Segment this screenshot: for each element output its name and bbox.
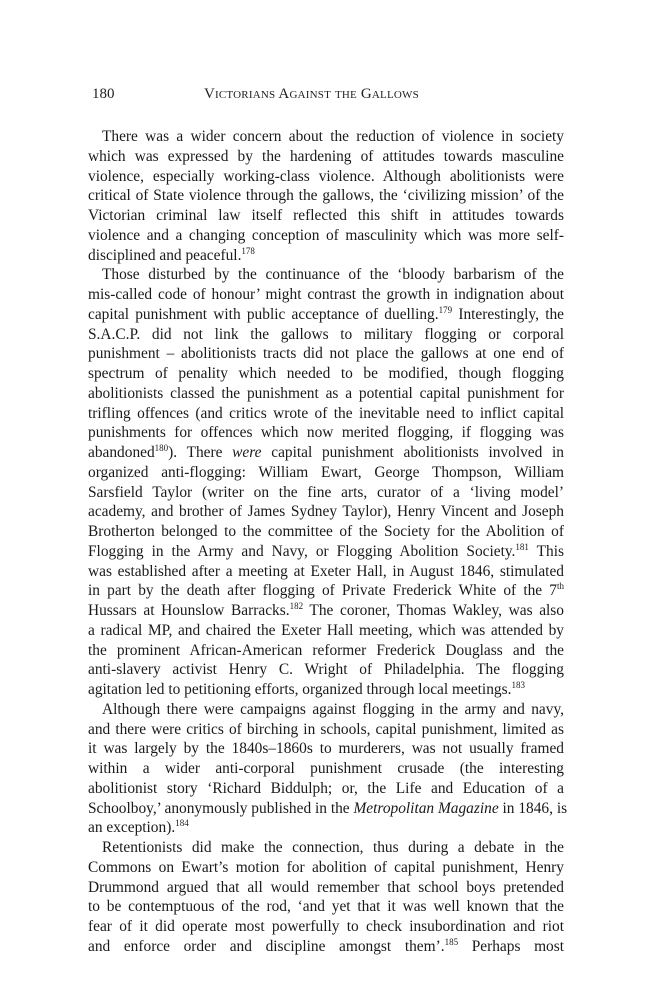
text-line [88,483,564,503]
text-run: Although there were campaigns against flogging in the army and navy, [102,700,564,718]
text-run: Schoolboy,’ anonymously published in the [88,799,354,817]
text-line [88,522,564,542]
text-line [88,562,564,582]
text-run: punishment – abolitionists tracts did not place the gallows at one end of [88,345,564,363]
footnote-reference: 178 [241,245,255,256]
paragraph [88,838,564,957]
text-line [88,799,568,819]
text-line [88,542,564,562]
text-line [88,147,564,167]
text-run: was established after a meeting at Exeter Hall, in August 1846, stimulated [88,562,564,580]
text-line [88,502,564,522]
text-line [88,621,564,641]
running-head [92,86,562,108]
text-line [88,364,564,384]
text-run: fear of it did operate most powerfully to check insubordination and riot [88,918,564,935]
text-line [88,759,564,779]
footnote-reference: 180 [154,443,169,453]
text-line [88,739,564,759]
italic-text: Metropolitan Magazine [353,799,499,817]
text-run: critical of State violence through the gallows, the ‘civilizing mission’ of the [88,187,564,205]
text-line [88,878,564,898]
text-run: a radical MP, and chaired the Exeter Hall meeting, which was attended by [88,621,564,639]
text-line [88,818,564,838]
paragraph [88,127,564,265]
text-line [88,305,564,325]
text-line [88,127,564,147]
text-run: anti-slavery activist Henry C. Wright of Philadelphia. The flogging [88,661,564,679]
text-run: Retentionists did make the connection, thus during a debate in the [102,839,564,856]
text-run: Commons on Ewart’s motion for abolition of capital punishment, Henry [88,858,564,876]
footnote-reference: 183 [511,680,525,690]
text-run: punishments for offences which now merited flogging, if flogging was [88,424,564,442]
text-run: spectrum of penality which needed to be modified, though flogging [88,365,564,382]
text-run: Interestingly, the [452,305,564,323]
text-line [88,423,564,443]
text-run: Sarsfield Taylor (writer on the fine arts, curator of a ‘living model’ [88,483,564,501]
text-run: Flogging in the Army and Navy, or Flogging Abolition Society. [88,542,516,560]
text-run: There was a wider concern about the reduction of violence in society [102,128,564,145]
text-line [88,897,564,917]
text-run: organized anti-flogging: William Ewart, George Thompson, William [88,463,564,481]
text-run: violence and a changing conception of masculinity which was more self- [88,226,564,244]
footnote-reference: 185 [444,936,459,947]
text-run: capital punishment abolitionists involved in [261,444,564,461]
text-line [88,443,564,463]
text-line [88,700,564,720]
text-line [88,186,564,206]
text-run: This [528,542,564,560]
text-line [88,325,564,345]
text-run: in 1846, is [498,799,568,817]
text-run: disciplined and peaceful. [88,246,242,264]
text-run: an exception). [88,819,176,837]
text-line [88,226,564,246]
text-run: abolitionist story ‘Richard Biddulph; or, the Life and Education of a [88,779,564,797]
footnote-reference: 181 [515,541,529,552]
text-run: and there were critics of birching in schools, capital punishment, limited as [88,720,564,738]
text-line [88,285,564,305]
text-line [88,344,564,364]
body-text [88,127,568,957]
text-line [88,660,564,680]
text-run: within a wider anti-corporal punishment crusade (the interesting [88,760,564,777]
text-line [88,404,564,424]
text-line [88,384,564,404]
text-line [88,206,564,226]
text-line [88,720,564,740]
text-run: and enforce order and discipline amongst them’. [88,937,445,955]
text-line [88,917,564,937]
text-run: violence, especially working-class violence. Although abolitionists were [88,167,564,185]
text-line [88,246,564,266]
text-line [88,463,564,483]
paragraph [88,700,568,838]
text-run: Brotherton belonged to the committee of the Society for the Abolition of [88,523,564,540]
text-line [88,838,564,858]
text-run: abandoned [88,444,155,461]
text-run: to be contemptuous of the rod, ‘and yet that it was well known that the [88,898,564,916]
text-run: in part by the death after flogging of Private Frederick White of the 7 [88,582,557,600]
text-run: Those disturbed by the continuance of the ‘bloody barbarism of the [102,266,564,284]
text-line [88,858,564,878]
paragraph [88,265,564,700]
text-run: Victorian criminal law itself reflected this shift in attitudes towards [88,207,564,224]
running-title: Victorians Against the Gallows [204,86,419,102]
text-run: it was largely by the 1840s–1860s to murderers, was not usually framed [88,740,564,758]
text-line [88,167,564,187]
page-number: 180 [92,86,115,102]
text-run: mis-called code of honour’ might contrast the growth in indignation about [88,286,564,303]
footnote-reference: 184 [175,818,189,829]
text-run: which was expressed by the hardening of attitudes towards masculine [88,147,564,165]
text-line [88,601,564,621]
text-run: Perhaps most [458,937,564,955]
text-run: S.A.C.P. did not link the gallows to military flogging or corporal [88,325,564,343]
text-line [88,265,564,285]
text-line [88,680,564,700]
text-run: agitation led to petitioning efforts, organized through local meetings. [88,681,512,698]
text-run: the prominent African-American reformer Frederick Douglass and the [88,641,564,659]
text-line [88,779,564,799]
text-run: abolitionists classed the punishment as a potential capital punishment for [88,384,564,402]
text-line [88,581,564,601]
footnote-reference: th [556,581,564,592]
text-run: academy, and brother of James Sydney Taylor), Henry Vincent and Joseph [88,503,564,521]
text-run: trifling offences (and critics wrote of the inevitable need to inflict capital [88,404,564,422]
text-run: The coroner, Thomas Wakley, was also [303,602,564,619]
footnote-reference: 179 [438,304,453,315]
text-run: capital punishment with public acceptance of duelling. [88,305,439,323]
text-line [88,641,564,661]
text-run: Drummond argued that all would remember that school boys pretended [88,878,564,896]
text-run: ). There [168,444,233,461]
italic-text: were [232,444,262,461]
footnote-reference: 182 [289,601,304,611]
text-line [88,937,564,957]
text-run: Hussars at Hounslow Barracks. [88,602,290,619]
